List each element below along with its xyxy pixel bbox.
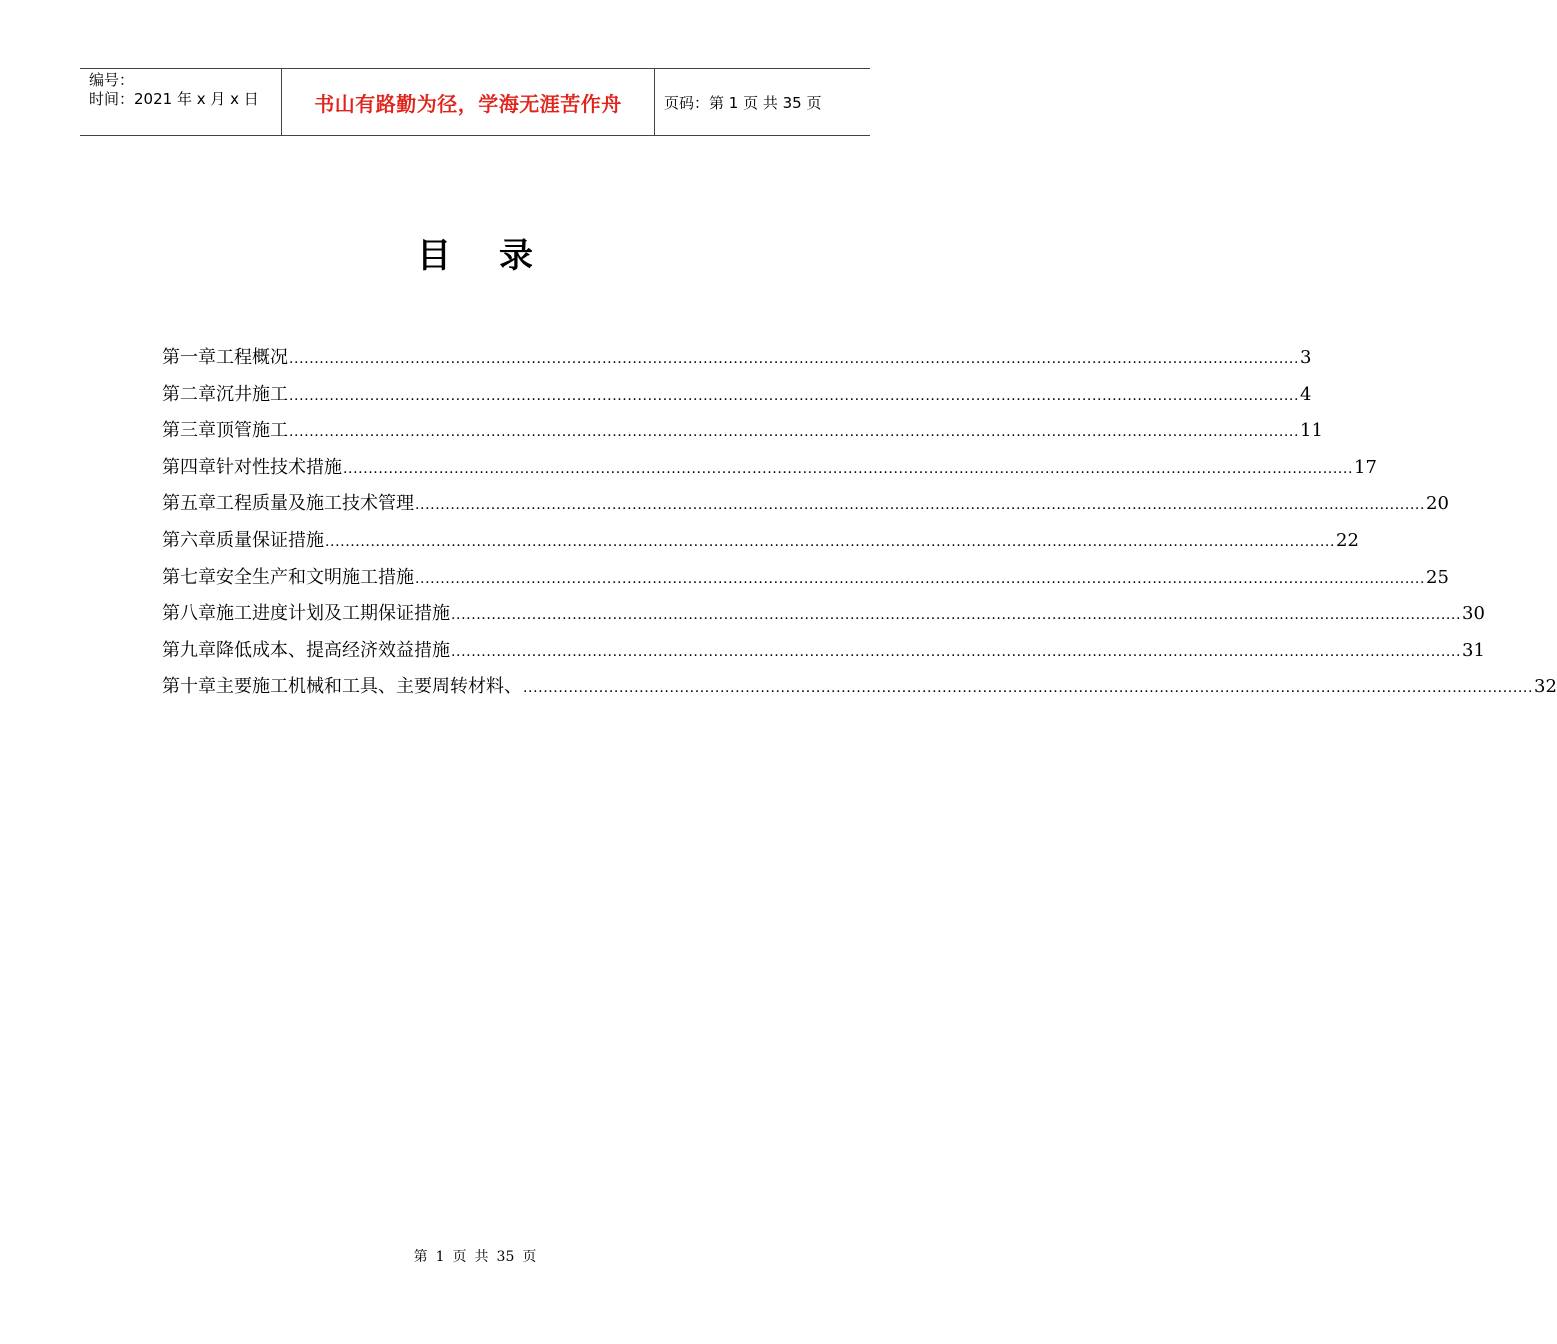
- toc-leader-dots: ........................................................................................................................................................................................................: [343, 460, 1354, 477]
- toc-entry[interactable]: [162, 413, 1323, 450]
- toc-chapter-number: 第十章: [162, 676, 216, 698]
- footer-word: 第: [413, 1249, 428, 1265]
- toc-chapter-title: 顶管施工: [216, 420, 288, 442]
- toc-page-number: 31: [1462, 639, 1485, 661]
- toc-leader-dots: ........................................................................................................................................................................................................: [451, 607, 1462, 624]
- toc-chapter-title: 质量保证措施: [216, 529, 324, 551]
- toc-leader-dots: ........................................................................................................................................................................................................: [325, 533, 1336, 550]
- footer-page-number: 1: [435, 1249, 445, 1265]
- title-char-1: 目: [417, 236, 451, 276]
- toc-chapter-number: 第八章: [162, 603, 216, 625]
- toc-leader-dots: ........................................................................................................................................................................................................: [415, 497, 1426, 514]
- toc-chapter-title: 沉井施工: [216, 383, 288, 405]
- toc-entry[interactable]: [162, 596, 1485, 633]
- toc-chapter-title: 降低成本、提高经济效益措施: [216, 639, 450, 661]
- page-footer: [0, 1246, 950, 1266]
- toc-entry[interactable]: [162, 523, 1359, 560]
- toc-chapter-number: 第四章: [162, 456, 216, 478]
- toc-entry[interactable]: [162, 340, 1312, 377]
- toc-page-number: 22: [1336, 529, 1359, 551]
- toc-entry[interactable]: [162, 633, 1485, 670]
- toc-leader-dots: ........................................................................................................................................................................................................: [289, 424, 1300, 441]
- toc-page-number: 25: [1426, 566, 1449, 588]
- toc-chapter-title: 施工进度计划及工期保证措施: [216, 603, 450, 625]
- toc-page-number: 20: [1426, 493, 1449, 515]
- motto-text: 书山有路勤为径，学海无涯苦作舟: [314, 91, 622, 116]
- footer-word: 共: [474, 1249, 489, 1265]
- toc-entry[interactable]: [162, 450, 1377, 487]
- toc-leader-dots: ........................................................................................................................................................................................................: [415, 570, 1426, 587]
- toc-page-number: 11: [1300, 420, 1323, 442]
- toc-chapter-title: 工程质量及施工技术管理: [216, 493, 414, 515]
- toc-chapter-number: 第三章: [162, 420, 216, 442]
- page-info-text: 页码：第 1 页 共 35 页: [664, 93, 822, 112]
- toc-chapter-number: 第二章: [162, 383, 216, 405]
- footer-word: 页: [522, 1249, 537, 1265]
- toc-chapter-title: 针对性技术措施: [216, 456, 342, 478]
- toc-page-number: 30: [1462, 603, 1485, 625]
- toc-page-number: 17: [1354, 456, 1377, 478]
- toc-chapter-number: 第六章: [162, 529, 216, 551]
- toc-chapter-title: 工程概况: [216, 347, 288, 368]
- toc-chapter-number: 第七章: [162, 566, 216, 588]
- header-motto: [282, 69, 655, 135]
- toc-page-number: 3: [1300, 347, 1312, 368]
- toc-chapter-title: 安全生产和文明施工措施: [216, 566, 414, 588]
- toc-entry[interactable]: [162, 560, 1449, 597]
- footer-total-pages: 35: [496, 1249, 515, 1265]
- document-date: 时间：2021 年 x 月 x 日: [89, 90, 259, 108]
- document-number-label: 编号：: [89, 71, 135, 89]
- toc-entry[interactable]: [162, 669, 1557, 706]
- toc-chapter-title: 主要施工机械和工具、主要周转材料、: [216, 676, 522, 698]
- header-meta: [80, 69, 282, 135]
- toc-chapter-number: 第一章: [162, 347, 216, 368]
- toc-chapter-number: 第五章: [162, 493, 216, 515]
- toc-leader-dots: ........................................................................................................................................................................................................: [523, 680, 1534, 697]
- toc-leader-dots: ........................................................................................................................................................................................................: [451, 643, 1462, 660]
- toc-leader-dots: ........................................................................................................................................................................................................: [289, 351, 1300, 367]
- page-title: [0, 228, 950, 277]
- toc-page-number: 4: [1300, 383, 1312, 405]
- toc-page-number: 32: [1534, 676, 1557, 698]
- page-header: [80, 68, 870, 136]
- footer-word: 页: [452, 1249, 467, 1265]
- table-of-contents: [162, 340, 1557, 706]
- title-char-2: 录: [499, 236, 533, 276]
- toc-chapter-number: 第九章: [162, 639, 216, 661]
- toc-leader-dots: ........................................................................................................................................................................................................: [289, 387, 1300, 404]
- header-page-info: [655, 69, 870, 135]
- toc-entry[interactable]: [162, 377, 1312, 414]
- toc-entry[interactable]: [162, 486, 1449, 523]
